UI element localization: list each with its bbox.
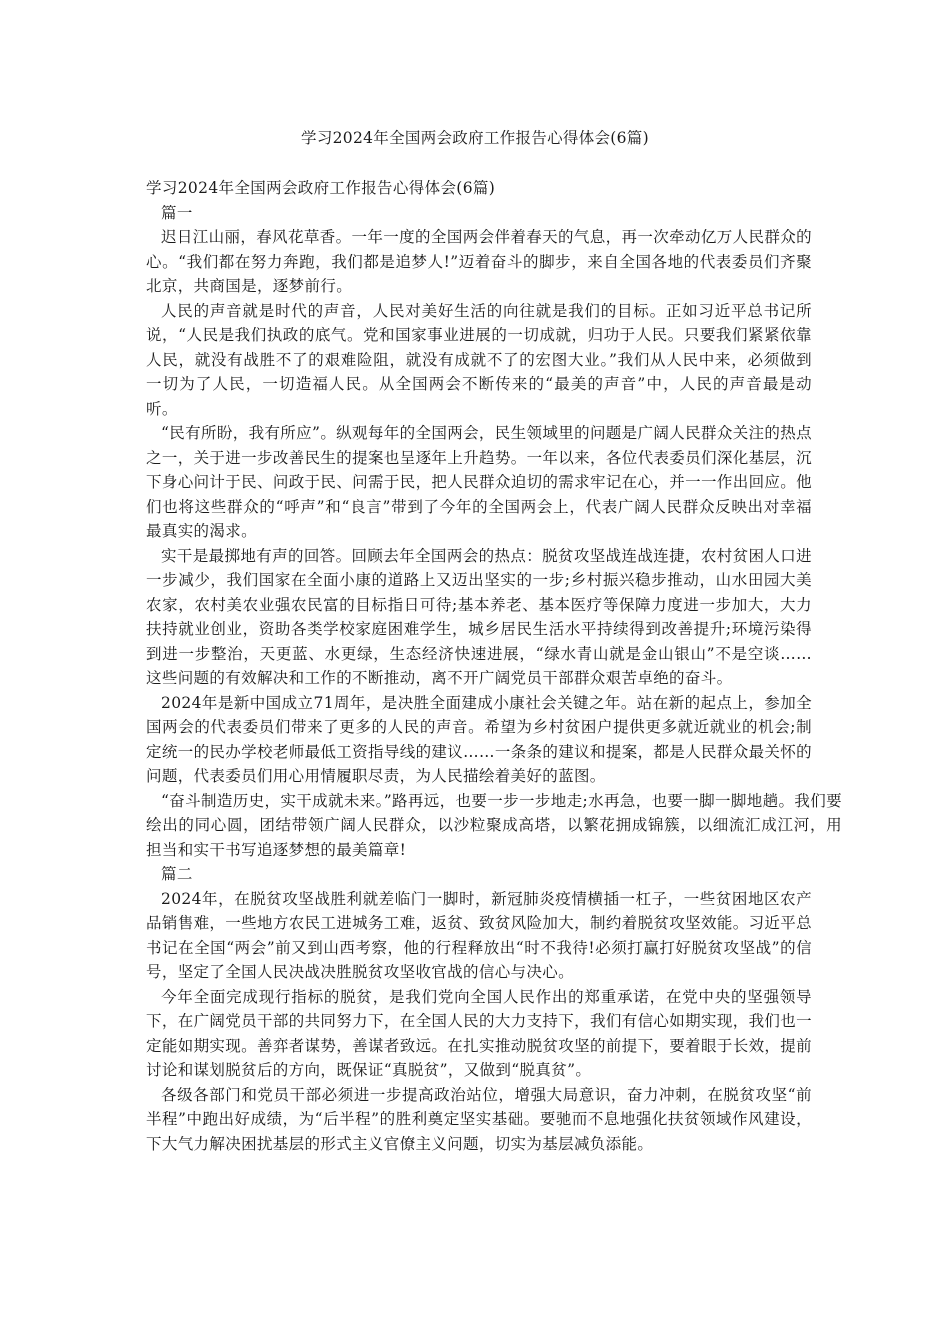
document-title: 学习2024年全国两会政府工作报告心得体会(6篇) xyxy=(301,129,649,147)
section-heading-2: 篇二 xyxy=(161,865,193,883)
paragraph: 今年全面完成现行指标的脱贫，是我们党向全国人民作出的郑重承诺，在党中央的坚强领导下，在广阔党员干部的共同努力下，在全国人民的大力支持下，我们有信心如期实现，我们也一定能如期实现。善弈者谋势，善谋者致远。在扎实推动脱贫攻坚的前提下，要着眼于长效，提前讨论和谋划脱贫后的方向，既保证“真脱贫”，又做到“脱真贫”。 xyxy=(146,987,812,1079)
document-subtitle: 学习2024年全国两会政府工作报告心得体会(6篇) xyxy=(146,179,496,197)
paragraph: 实干是最掷地有声的回答。回顾去年全国两会的热点：脱贫攻坚战连战连捷，农村贫困人口进一步减少，我们国家在全面小康的道路上又迈出坚实的一步;乡村振兴稳步推动，山水田园大美农家，农村美农业强农民富的目标指日可待;基本养老、基本医疗等保障力度进一步加大，大力扶持就业创业，资助各类学校家庭困难学生，城乡居民生活水平持续得到改善提升;环境污染得到进一步整治，天更蓝、水更绿，生态经济快速进展，“绿水青山就是金山银山”不是空谈……这些问题的有效解决和工作的不断推动，离不开广阔党员干部群众艰苦卓绝的奋斗。 xyxy=(146,546,812,687)
section-heading-1: 篇一 xyxy=(161,203,193,222)
paragraph: 迟日江山丽，春风花草香。一年一度的全国两会伴着春天的气息，再一次牵动亿万人民群众的心。“我们都在努力奔跑，我们都是追梦人!”迈着奋斗的脚步，来自全国各地的代表委员们齐聚北京，共商国是，逐梦前行。 xyxy=(146,228,812,295)
paragraph: 2024年是新中国成立71周年，是决胜全面建成小康社会关键之年。站在新的起点上，参加全国两会的代表委员们带来了更多的人民的声音。希望为乡村贫困户提供更多就近就业的机会;制定统一的民办学校老师最低工资指导线的建议……一条条的建议和提案，都是人民群众最关怀的问题，代表委员们用心用情履职尽责，为人民描绘着美好的蓝图。 xyxy=(146,693,812,785)
paragraph: 各级各部门和党员干部必须进一步提高政治站位，增强大局意识，奋力冲刺，在脱贫攻坚“前半程”中跑出好成绩，为“后半程”的胜利奠定坚实基础。要驰而不息地强化扶贫领域作风建设，下大气力解决困扰基层的形式主义官僚主义问题，切实为基层减负添能。 xyxy=(146,1085,812,1153)
document-body xyxy=(146,176,842,1156)
paragraph: 人民的声音就是时代的声音，人民对美好生活的向往就是我们的目标。正如习近平总书记所说，“人民是我们执政的底气。党和国家事业进展的一切成就，归功于人民。只要我们紧紧依靠人民，就没有战胜不了的艰难险阻，就没有成就不了的宏图大业。”我们从人民中来，必须做到一切为了人民，一切造福人民。从全国两会不断传来的“最美的声音”中，人民的声音最是动听。 xyxy=(146,301,812,418)
paragraph: 2024年，在脱贫攻坚战胜利就差临门一脚时，新冠肺炎疫情横插一杠子，一些贫困地区农产品销售难，一些地方农民工进城务工难，返贫、致贫风险加大，制约着脱贫攻坚效能。习近平总书记在全国“两会”前又到山西考察，他的行程释放出“时不我待!必须打赢打好脱贫攻坚战”的信号，坚定了全国人民决战决胜脱贫攻坚收官战的信心与决心。 xyxy=(146,889,812,981)
paragraph: “民有所盼，我有所应”。纵观每年的全国两会，民生领域里的问题是广阔人民群众关注的热点之一，关于进一步改善民生的提案也呈逐年上升趋势。一年以来，各位代表委员们深化基层，沉下身心问计于民、问政于民、问需于民，把人民群众迫切的需求牢记在心，并一一作出回应。他们也将这些群众的“呼声”和“良言”带到了今年的全国两会上，代表广阔人民群众反映出对幸福最真实的渴求。 xyxy=(146,424,812,540)
paragraph: “奋斗制造历史，实干成就未来。”路再远，也要一步一步地走;水再急，也要一脚一脚地趟。我们要绘出的同心圆，团结带领广阔人民群众，以沙粒聚成高塔，以繁花拥成锦簇，以细流汇成江河，用担当和实干书写追逐梦想的最美篇章! xyxy=(146,791,842,859)
